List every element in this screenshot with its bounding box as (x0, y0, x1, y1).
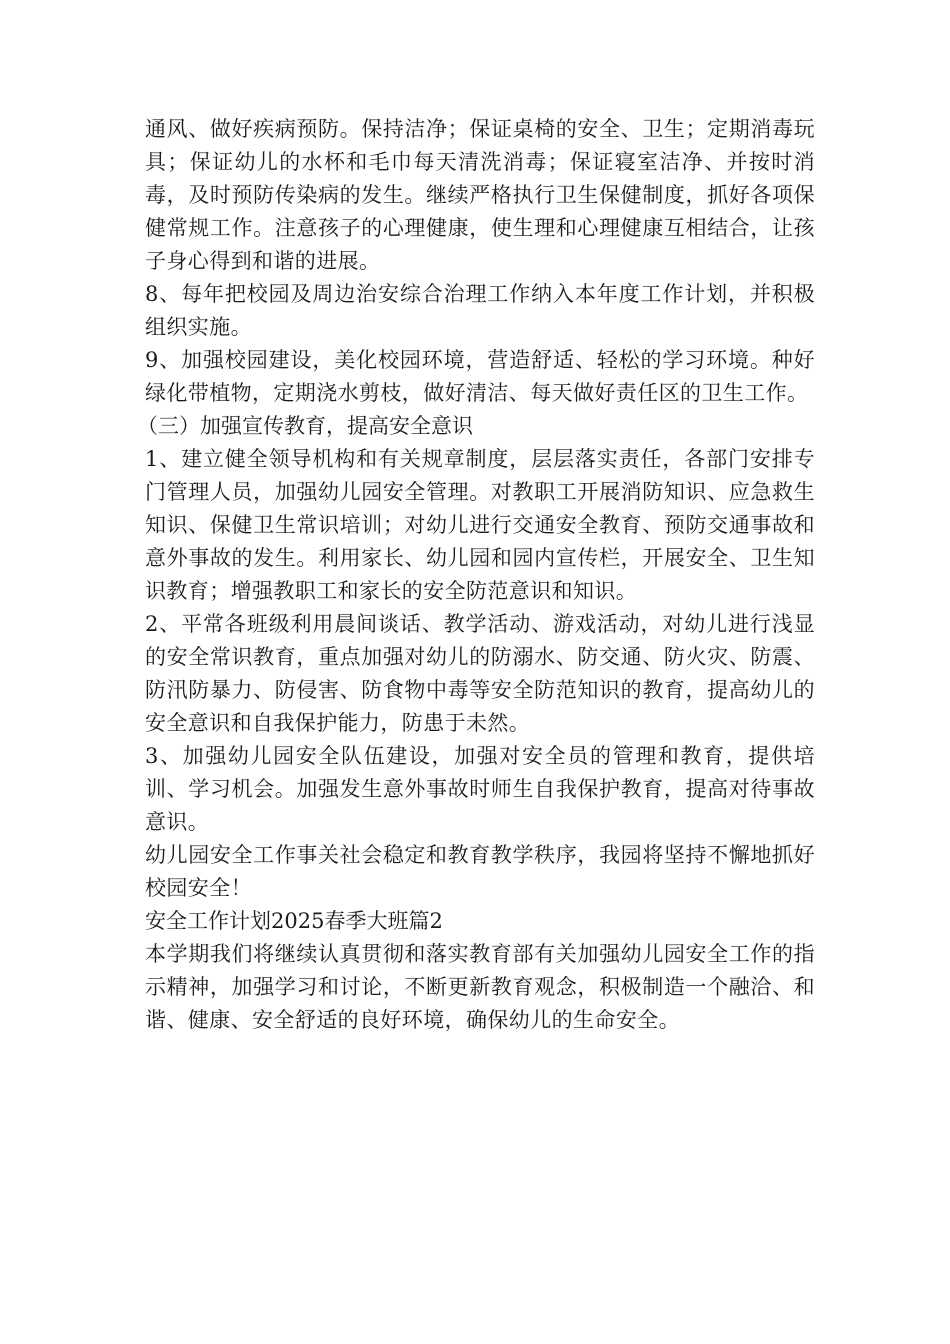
paragraph-item-8: 8、每年把校园及周边治安综合治理工作纳入本年度工作计划，并积极组织实施。 (145, 282, 815, 339)
article-intro: 本学期我们将继续认真贯彻和落实教育部有关加强幼儿园安全工作的指示精神，加强学习和讨论，不断更新教育观念，积极制造一个融洽、和谐、健康、安全舒适的良好环境，确保幼儿的生命安全。 (145, 942, 815, 1032)
paragraph-hygiene: 通风、做好疾病预防。保持洁净；保证桌椅的安全、卫生；定期消毒玩具；保证幼儿的水杯和毛巾每天清洗消毒；保证寝室洁净、并按时消毒，及时预防传染病的发生。继续严格执行卫生保健制度，抓好各项保健常规工作。注意孩子的心理健康，使生理和心理健康互相结合，让孩子身心得到和谐的进展。 (145, 117, 815, 273)
section-item-2: 2、平常各班级利用晨间谈话、教学活动、游戏活动，对幼儿进行浅显的安全常识教育，重点加强对幼儿的防溺水、防交通、防火灾、防震、防汛防暴力、防侵害、防食物中毒等安全防范知识的教育，提高幼儿的安全意识和自我保护能力，防患于未然。 (145, 612, 815, 735)
section-item-3: 3、加强幼儿园安全队伍建设，加强对安全员的管理和教育，提供培训、学习机会。加强发生意外事故时师生自我保护教育，提高对待事故意识。 (145, 744, 815, 834)
closing-paragraph: 幼儿园安全工作事关社会稳定和教育教学秩序，我园将坚持不懈地抓好校园安全！ (145, 843, 815, 900)
section-item-1: 1、建立健全领导机构和有关规章制度，层层落实责任，各部门安排专门管理人员，加强幼儿园安全管理。对教职工开展消防知识、应急救生知识、保健卫生常识培训；对幼儿进行交通安全教育、预防交通事故和意外事故的发生。利用家长、幼儿园和园内宣传栏，开展安全、卫生知识教育；增强教职工和家长的安全防范意识和知识。 (145, 447, 815, 603)
document-page (137, 113, 815, 1037)
paragraph-item-9: 9、加强校园建设，美化校园环境，营造舒适、轻松的学习环境。种好绿化带植物，定期浇水剪枝，做好清洁、每天做好责任区的卫生工作。 (145, 348, 815, 405)
article-title: 安全工作计划2025春季大班篇2 (145, 909, 443, 933)
section-heading: （三）加强宣传教育，提高安全意识 (137, 414, 473, 438)
